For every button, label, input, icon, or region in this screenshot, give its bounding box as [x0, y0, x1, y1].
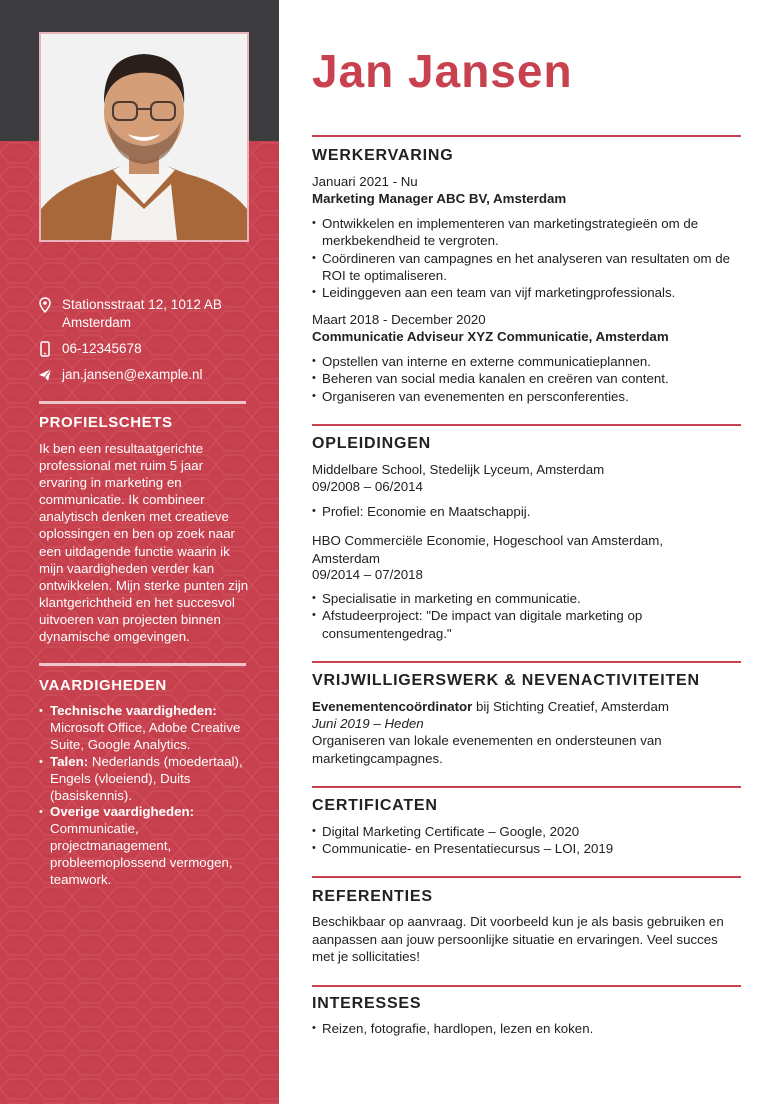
- section-divider: [312, 786, 741, 788]
- section-divider: [312, 985, 741, 987]
- phone-icon: [38, 341, 52, 357]
- list-item: • Digital Marketing Certificate – Google, 2020: [312, 823, 737, 840]
- skill-label: Technische vaardigheden:: [50, 703, 217, 718]
- certificates-list: [312, 823, 737, 858]
- profile-photo: [39, 32, 249, 242]
- list-item: • Beheren van social media kanalen en creëren van content.: [312, 370, 737, 387]
- address-text: Stationsstraat 12, 1012 AB Amsterdam: [62, 297, 222, 330]
- volunteer-period: Juni 2019 – Heden: [312, 716, 424, 731]
- contact-email: [38, 366, 253, 384]
- list-item: • Profiel: Economie en Maatschappij.: [312, 503, 737, 520]
- certificates-heading: CERTIFICATEN: [312, 797, 438, 814]
- contact-address: [38, 296, 253, 332]
- list-item: • Communicatie- en Presentatiecursus – LOI, 2019: [312, 840, 737, 857]
- education-period: 09/2008 – 06/2014: [312, 479, 423, 494]
- skills-list: [39, 703, 254, 889]
- sidebar-divider: [39, 401, 246, 404]
- list-item: • Reizen, fotografie, hardlopen, lezen en koken.: [312, 1020, 737, 1037]
- education-bullets: [312, 590, 672, 642]
- candidate-name: Jan Jansen: [312, 45, 573, 97]
- list-item: • Leidinggeven aan een team van vijf marketingprofessionals.: [312, 284, 737, 301]
- profile-text: Ik ben een resultaatgerichte professional met ruim 5 jaar ervaring in marketing en communicatie. Ik combineer analytisch denken met creatieve oplossingen en ben op zoek naar een uitdagende functie waarin ik mijn vaardigheden verder kan ontwikkelen. Mijn sterke punten zijn klantgerichtheid en het succesvol uitvoeren van projecten binnen dynamische omgevingen.: [39, 441, 249, 645]
- references-text: Beschikbaar op aanvraag. Dit voorbeeld kun je als basis gebruiken en aanpassen aan jouw persoonlijke situatie en ervaringen. Veel succes met je sollicitaties!: [312, 914, 724, 964]
- skill-label: Overige vaardigheden:: [50, 804, 195, 820]
- education-school: Middelbare School, Stedelijk Lyceum, Amsterdam: [312, 462, 605, 477]
- skill-text: Nederlands (moedertaal), Engels (vloeiend), Duits (basiskennis).: [50, 753, 243, 803]
- list-item: • Opstellen van interne en externe communicatieplannen.: [312, 353, 737, 370]
- list-item: • Organiseren van evenementen en persconferenties.: [312, 388, 737, 405]
- job-title: Marketing Manager ABC BV, Amsterdam: [312, 191, 567, 206]
- experience-heading: WERKERVARING: [312, 147, 454, 164]
- send-icon: [38, 367, 52, 383]
- section-divider: [312, 135, 741, 137]
- list-item: • Specialisatie in marketing en communicatie.: [312, 590, 672, 607]
- education-bullets: [312, 503, 737, 520]
- job-bullets: [312, 215, 737, 301]
- job-period: Januari 2021 - Nu: [312, 174, 418, 189]
- email-link[interactable]: jan.jansen@example.nl: [62, 367, 203, 382]
- sidebar: [0, 0, 279, 1104]
- volunteer-role: Evenementencoördinator: [312, 699, 473, 714]
- skill-item: [39, 703, 254, 754]
- volunteer-heading: VRIJWILLIGERSWERK & NEVENACTIVITEITEN: [312, 672, 700, 689]
- portrait-image: [41, 34, 247, 240]
- contact-info: [38, 296, 253, 392]
- contact-phone: [38, 340, 253, 358]
- job-title: Communicatie Adviseur XYZ Communicatie, Amsterdam: [312, 329, 669, 344]
- section-divider: [312, 661, 741, 663]
- volunteer-role-line: [312, 698, 742, 716]
- section-divider: [312, 876, 741, 878]
- volunteer-description: Organiseren van lokale evenementen en ondersteunen van marketingcampagnes.: [312, 733, 662, 766]
- location-pin-icon: [38, 297, 52, 313]
- list-item: • Ontwikkelen en implementeren van marketingstrategieën om de merkbekendheid te vergroten.: [312, 215, 737, 250]
- job-bullets: [312, 353, 737, 405]
- skills-heading: VAARDIGHEDEN: [39, 677, 167, 694]
- job-period: Maart 2018 - December 2020: [312, 312, 486, 327]
- skill-label: Talen:: [50, 753, 89, 769]
- section-divider: [312, 424, 741, 426]
- skill-text: Communicatie, projectmanagement, probleemoplossend vermogen, teamwork.: [50, 821, 233, 888]
- skill-item: [39, 804, 254, 889]
- profile-heading: PROFIELSCHETS: [39, 414, 173, 431]
- volunteer-org: bij Stichting Creatief, Amsterdam: [472, 699, 669, 714]
- skill-item: [39, 754, 254, 805]
- references-heading: REFERENTIES: [312, 888, 433, 905]
- sidebar-divider: [39, 663, 246, 666]
- list-item: • Coördineren van campagnes en het analyseren van resultaten om de ROI te optimaliseren.: [312, 250, 737, 285]
- interests-heading: INTERESSES: [312, 995, 422, 1012]
- skill-text: Microsoft Office, Adobe Creative Suite, Google Analytics.: [50, 719, 241, 752]
- education-school: HBO Commerciële Economie, Hogeschool van Amsterdam, Amsterdam: [312, 533, 664, 566]
- education-heading: OPLEIDINGEN: [312, 435, 432, 452]
- list-item: • Afstudeerproject: "De impact van digitale marketing op consumentengedrag.": [312, 607, 672, 642]
- phone-text: 06-12345678: [62, 341, 142, 356]
- education-period: 09/2014 – 07/2018: [312, 567, 423, 582]
- interests-list: [312, 1020, 737, 1037]
